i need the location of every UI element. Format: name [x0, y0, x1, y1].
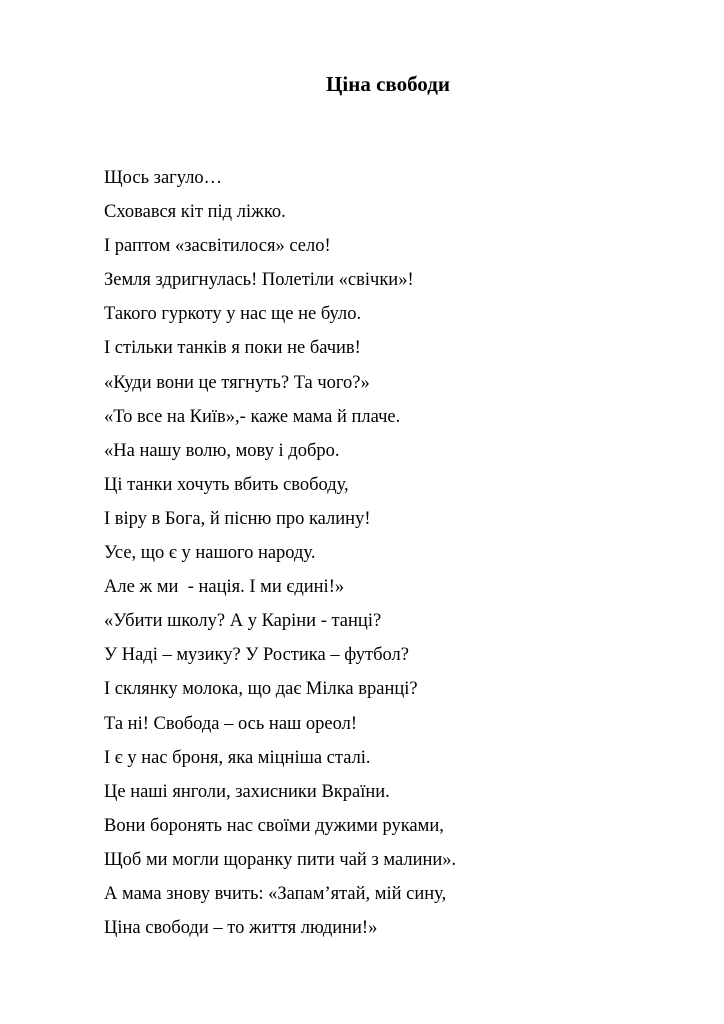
- poem-title: Ціна свободи: [326, 72, 450, 96]
- poem-line: І стільки танків я поки не бачив!: [104, 338, 361, 359]
- poem-line: «Куди вони це тягнуть? Та чого?»: [104, 372, 370, 393]
- poem-line: І склянку молока, що дає Мілка вранці?: [104, 679, 418, 700]
- poem-line: Щоб ми могли щоранку пити чай з малини».: [104, 849, 457, 870]
- poem-line: «То все на Київ»,- каже мама й плаче.: [104, 406, 401, 427]
- poem-line: У Наді – музику? У Ростика – футбол?: [104, 645, 409, 666]
- poem-line: «Убити школу? А у Каріни - танці?: [104, 611, 382, 632]
- poem-line: Вони боронять нас своїми дужими руками,: [104, 815, 444, 836]
- poem-line: І раптом «засвітилося» село!: [104, 236, 331, 257]
- poem-body: [104, 161, 456, 945]
- poem-line: Та ні! Свобода – ось наш ореол!: [104, 713, 358, 734]
- poem-line: Такого гуркоту у нас ще не було.: [104, 304, 362, 325]
- poem-line: Ціна свободи – то життя людини!»: [104, 918, 378, 939]
- poem-line: Сховався кіт під ліжко.: [104, 202, 286, 223]
- poem-line: Але ж ми - нація. І ми єдині!»: [104, 577, 345, 598]
- poem-line: Щось загуло…: [104, 168, 223, 188]
- poem-line: І віру в Бога, й пісню про калину!: [104, 508, 371, 529]
- poem-line: «На нашу волю, мову і добро.: [104, 440, 340, 461]
- poem-line: Ці танки хочуть вбить свободу,: [104, 474, 349, 495]
- poem-line: Земля здригнулась! Полетіли «свічки»!: [104, 270, 414, 291]
- poem-line: І є у нас броня, яка міцніша сталі.: [104, 747, 371, 768]
- poem-line: Це наші янголи, захисники Вкраїни.: [104, 781, 390, 802]
- poem-line: Усе, що є у нашого народу.: [104, 543, 316, 564]
- poem-line: А мама знову вчить: «Запам’ятай, мій сину,: [104, 883, 447, 904]
